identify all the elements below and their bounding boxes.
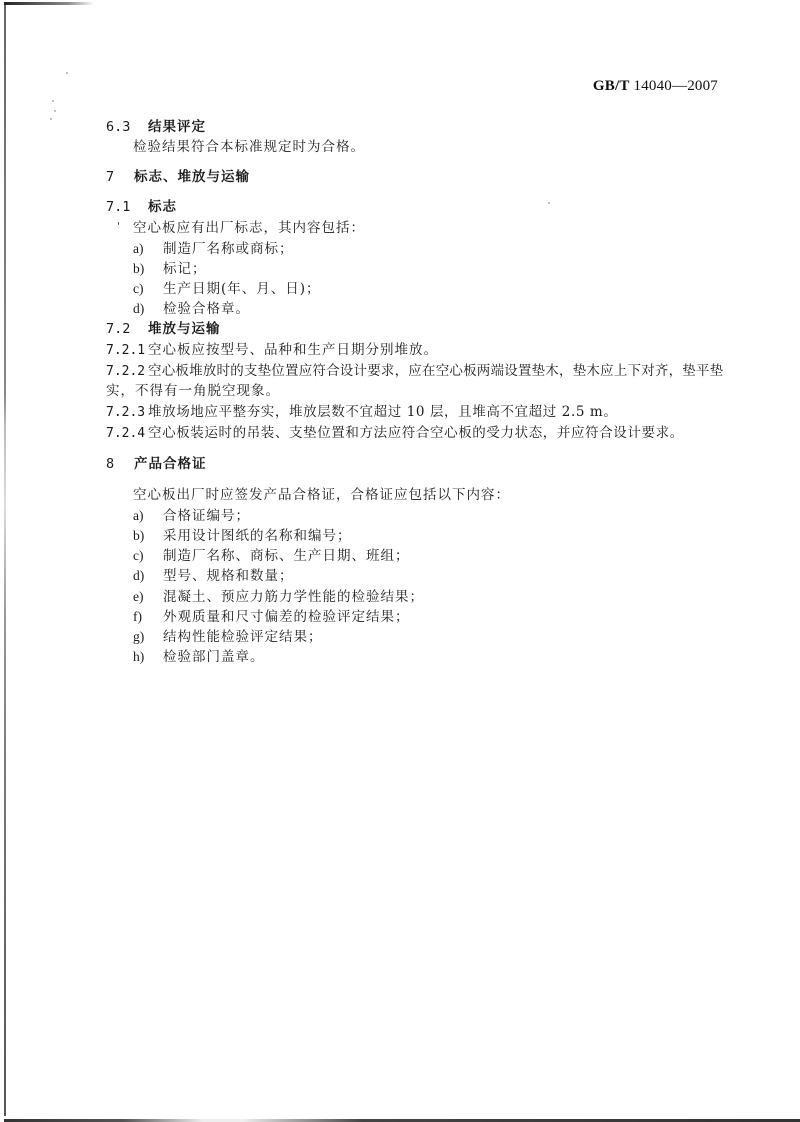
section-number: 6.3: [106, 119, 131, 135]
clause-text: 空心板装运时的吊装、支垫位置和方法应符合空心板的受力状态，并应符合设计要求。: [148, 425, 684, 441]
clause-number: 7.2.3: [106, 405, 146, 420]
clause-text: 空心板应按型号、品种和生产日期分别堆放。: [148, 342, 438, 358]
list-label: a): [133, 241, 144, 256]
list-text: 生产日期(年、月、日)；: [163, 281, 321, 297]
list-item: [133, 507, 250, 525]
clause-7-2-2-continuation: 实，不得有一角脱空现象。: [106, 383, 280, 399]
scan-speck: [52, 100, 54, 102]
list-label: c): [133, 281, 144, 296]
list-item: [133, 628, 323, 646]
scan-speck: [54, 110, 56, 112]
scan-speck: [118, 222, 119, 225]
section-heading-8: [106, 455, 207, 473]
section-heading-7-1: [106, 198, 177, 216]
list-text: 采用设计图纸的名称和编号；: [163, 528, 352, 544]
section-heading-7: [106, 168, 250, 186]
section-intro-8: 空心板出厂时应签发产品合格证，合格证应包括以下内容：: [133, 487, 510, 503]
list-label: h): [133, 649, 145, 664]
standard-number: 14040—2007: [633, 78, 718, 94]
list-label: b): [133, 261, 145, 276]
list-label: d): [133, 301, 145, 316]
scan-speck: [66, 72, 68, 74]
list-label: d): [133, 568, 145, 583]
section-number: 8: [106, 456, 115, 472]
list-item: [133, 280, 321, 298]
list-label: b): [133, 528, 145, 543]
list-label: e): [133, 589, 144, 604]
list-item: [133, 260, 207, 278]
section-heading-6-3: [106, 118, 206, 136]
list-item: [133, 608, 410, 626]
list-text: 合格证编号；: [163, 508, 250, 524]
section-title: 标志、堆放与运输: [134, 169, 250, 185]
list-label: g): [133, 629, 145, 644]
clause-number: 7.2.4: [106, 426, 146, 441]
list-item: [133, 240, 294, 258]
list-text: 标记；: [163, 261, 207, 277]
scan-edge-top: [4, 2, 94, 5]
list-label: f): [133, 609, 142, 624]
section-body-6-3: 检验结果符合本标准规定时为合格。: [133, 139, 365, 155]
clause-number: 7.2.1: [106, 343, 146, 358]
clause-text: 堆放场地应平整夯实，堆放层数不宜超过 10 层，且堆高不宜超过 2.5 m。: [148, 404, 618, 420]
clause-7-2-2: [106, 362, 723, 381]
list-item: [133, 547, 410, 565]
section-title: 标志: [148, 199, 177, 215]
section-number: 7.1: [106, 199, 131, 215]
list-text: 型号、规格和数量；: [163, 568, 294, 584]
list-item: [133, 300, 250, 318]
list-item: [133, 588, 424, 606]
clause-7-2-3: [106, 403, 617, 422]
list-item: [133, 527, 352, 545]
clause-7-2-1: [106, 341, 438, 360]
standard-code: [593, 78, 718, 95]
list-text: 结构性能检验评定结果；: [163, 629, 323, 645]
list-item: [133, 567, 294, 585]
list-text: 外观质量和尺寸偏差的检验评定结果；: [163, 609, 410, 625]
list-text: 检验合格章。: [163, 301, 250, 317]
list-text: 检验部门盖章。: [163, 649, 265, 665]
clause-7-2-4: [106, 424, 684, 443]
scan-speck: [548, 202, 550, 204]
clause-text: 空心板堆放时的支垫位置应符合设计要求，应在空心板两端设置垫木，垫木应上下对齐，垫平垫: [148, 363, 724, 379]
list-text: 制造厂名称或商标；: [163, 241, 294, 257]
scan-edge-left: [4, 4, 6, 1116]
section-number: 7: [106, 169, 115, 185]
clause-number: 7.2.2: [106, 364, 146, 379]
section-title: 产品合格证: [134, 456, 207, 472]
standard-prefix: GB/T: [592, 78, 630, 94]
scan-speck: [50, 118, 52, 120]
section-title: 堆放与运输: [148, 321, 221, 337]
section-number: 7.2: [106, 321, 131, 337]
section-title: 结果评定: [148, 119, 206, 135]
section-heading-7-2: [106, 320, 221, 338]
list-item: [133, 648, 265, 666]
section-intro-7-1: 空心板应有出厂标志，其内容包括：: [133, 220, 365, 236]
list-label: a): [133, 508, 144, 523]
list-label: c): [133, 548, 144, 563]
list-text: 混凝土、预应力筋力学性能的检验结果；: [163, 589, 424, 605]
list-text: 制造厂名称、商标、生产日期、班组；: [163, 548, 410, 564]
